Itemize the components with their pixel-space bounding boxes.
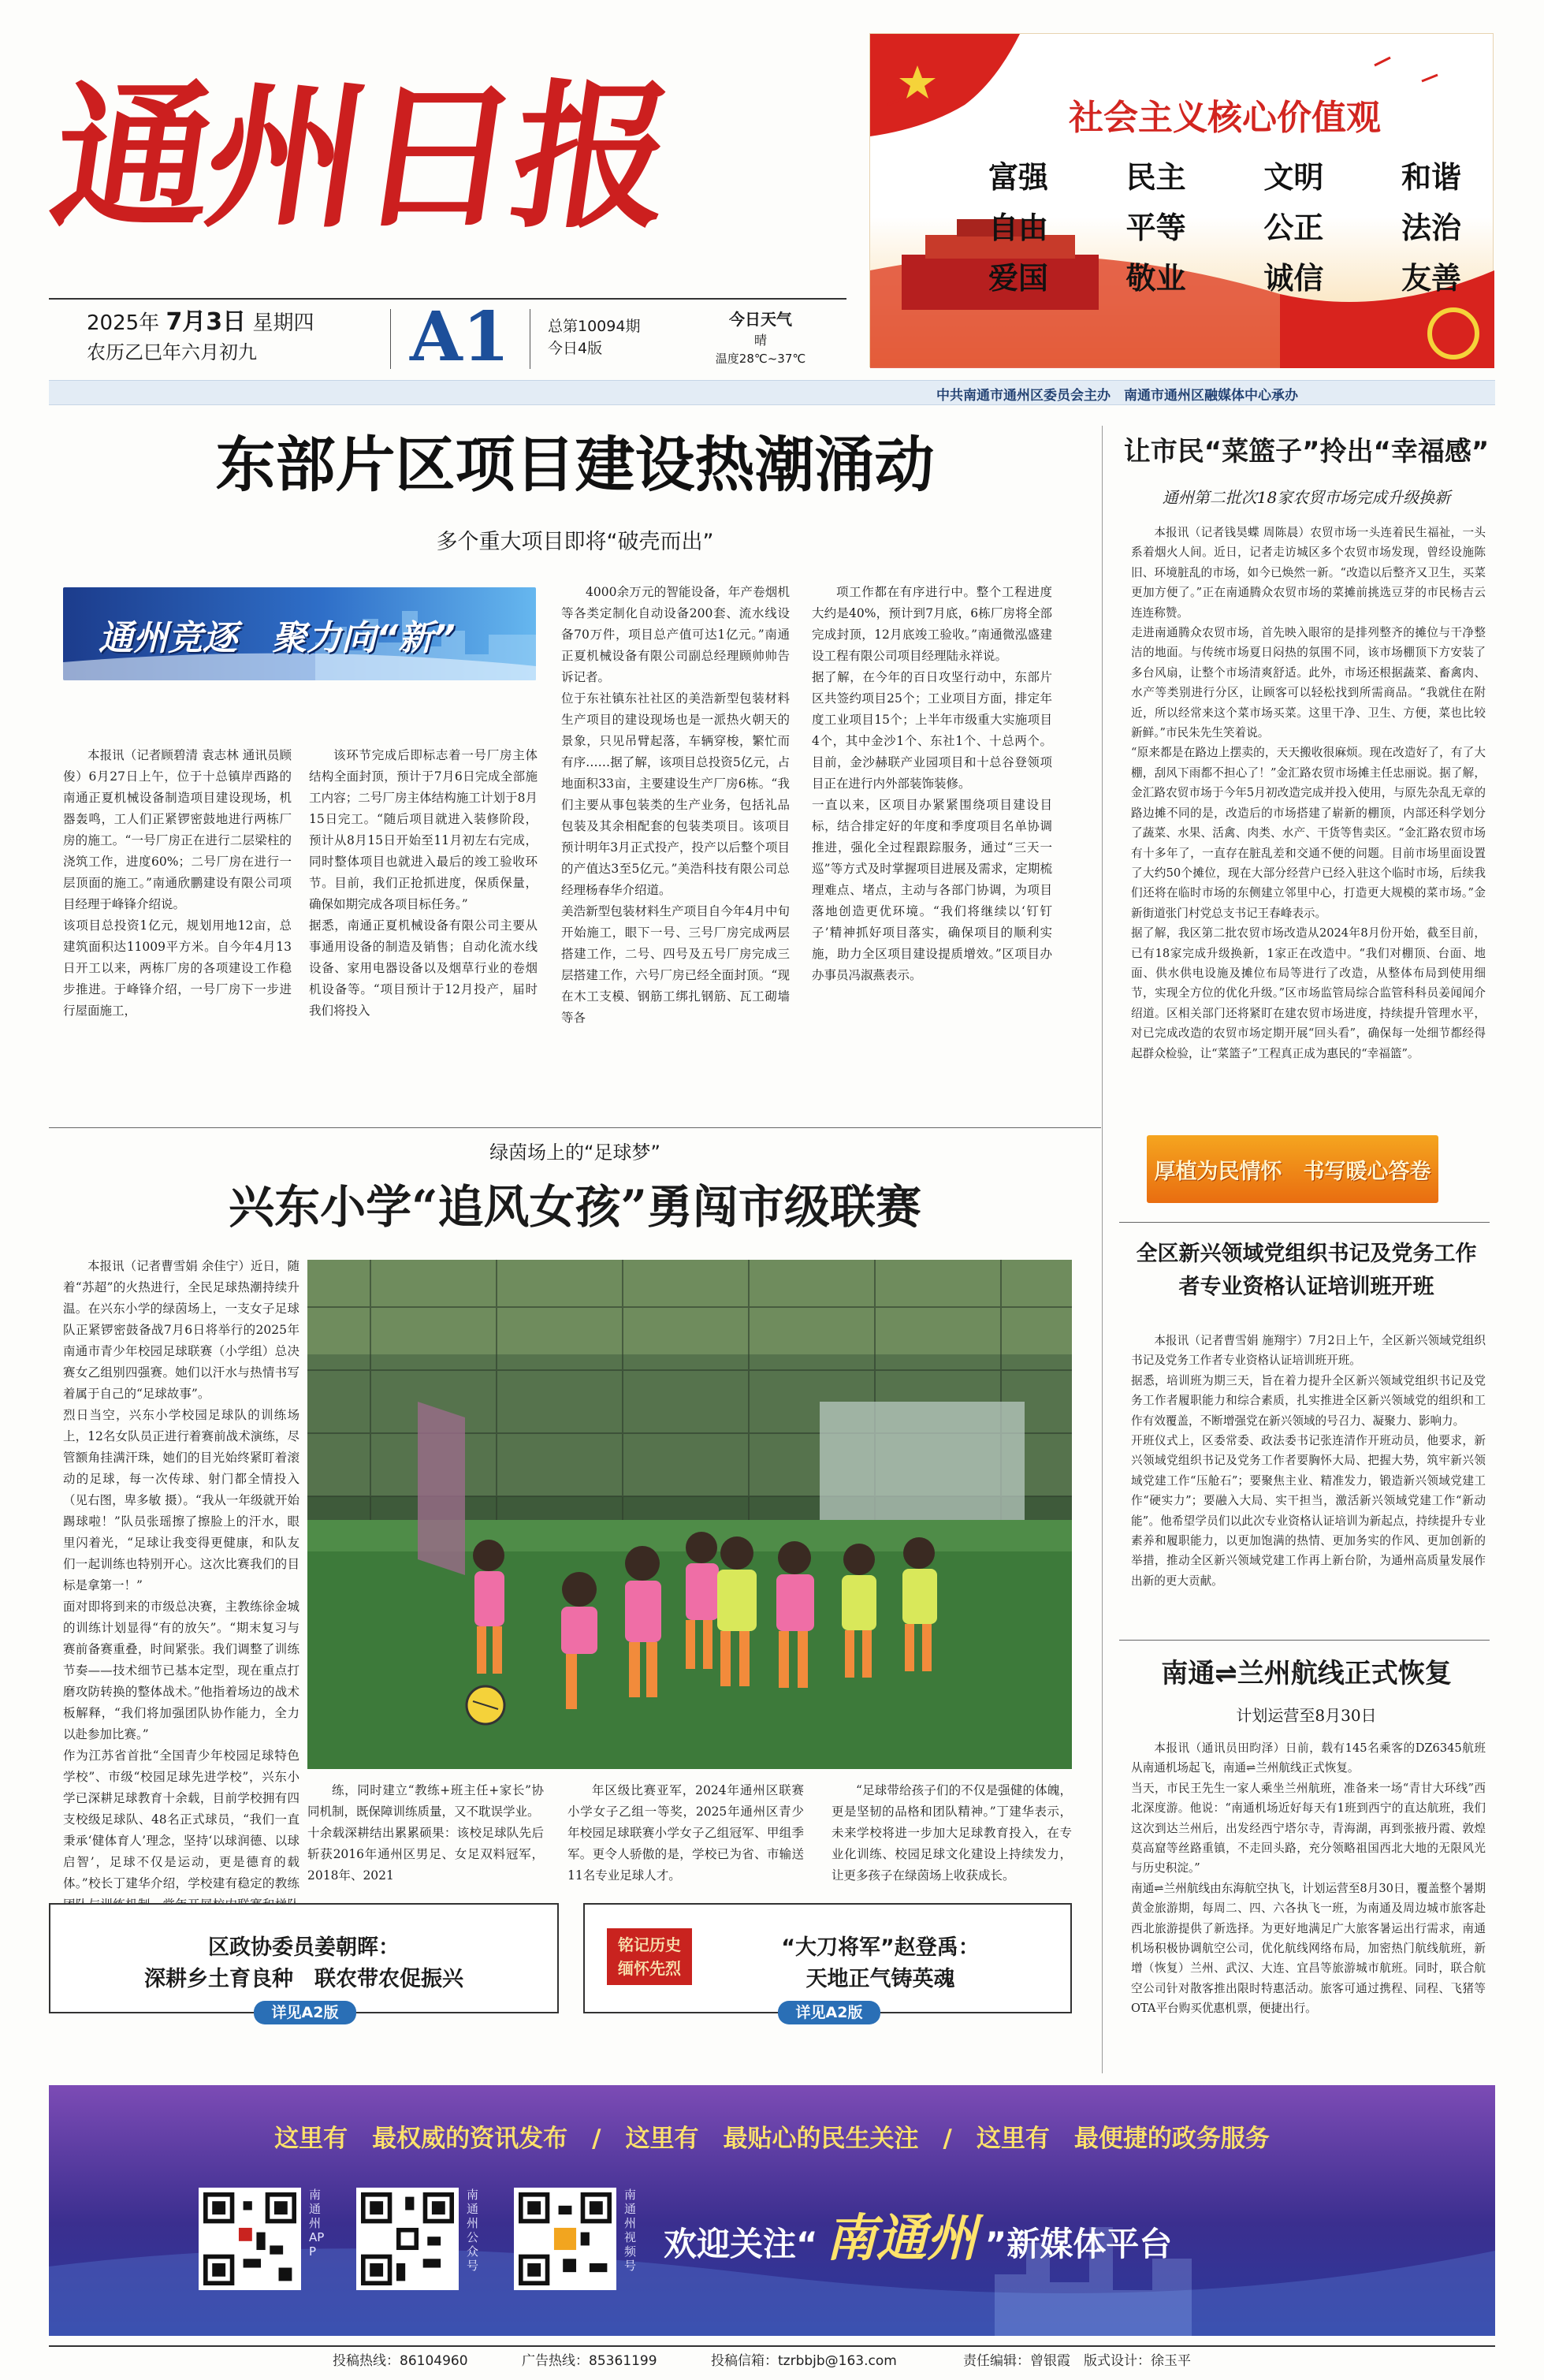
weekday: 星期四	[252, 311, 314, 335]
weather-condition: 晴	[753, 333, 767, 348]
value-item: 自由	[988, 210, 1049, 245]
new-media-promo	[49, 2085, 1495, 2336]
weather-temp: 温度28℃~37℃	[715, 352, 806, 366]
welcome-prefix: 欢迎关注“	[664, 2225, 818, 2263]
promo-slogan: 这里有 最权威的资讯发布 / 这里有 最贴心的民生关注 / 这里有 最便捷的政务服务	[274, 2125, 1270, 2153]
banner-text: 通州竞逐 聚力向“新”	[99, 618, 456, 658]
lunar-date: 农历乙巳年六月初九	[87, 341, 257, 363]
football-headline: 兴东小学“追风女孩”勇闯市级联赛	[229, 1180, 921, 1234]
party-headline: 全区新兴领域党组织书记及党务工作者专业资格认证培训班开班	[1136, 1242, 1477, 1299]
lead-headline: 东部片区项目建设热潮涌动	[215, 430, 935, 500]
qr-code-app[interactable]	[199, 2188, 301, 2290]
qr-label-official-account: 南通州公众号	[467, 2188, 479, 2273]
footer-email[interactable]: 投稿信箱：tzrbbjb@163.com	[711, 2353, 897, 2369]
remember-history-badge	[607, 1928, 692, 1985]
weather-title: 今日天气	[729, 310, 792, 329]
welcome-suffix: ”新媒体平台	[984, 2225, 1173, 2263]
lead-banner	[63, 587, 536, 680]
market-feature-banner	[1147, 1135, 1438, 1203]
flight-subhead: 计划运营至8月30日	[1236, 1706, 1377, 1725]
feature-banner-text: 厚植为民情怀 书写暖心答卷	[1154, 1160, 1431, 1184]
value-item: 富强	[988, 160, 1049, 195]
value-item: 公正	[1263, 210, 1324, 245]
flight-body: 本报讯（通讯员田昀泽）日前，载有145名乘客的DZ6345航班从南通机场起飞，南通⇌兰州航线正式恢复。 当天，市民王先生一家人乘坐兰州航班，准备来一场“青甘大环线”西北深度游。他说：“南通机场近好每天有1班到西宁的直达航班，我们这次到达兰州后，出发经西宁塔尔寺，青海湖，再到张掖丹霞、敦煌莫高窟等丝路重镇，不走回头路，充分领略祖国西北大地的无限风光与历史积淀。” 南通⇌兰州航线由东海航空执飞，计划运营至8月30日，覆盖整个暑期黄金旅游期，每周二、四、六各执飞一班，为南通及周边城市旅客赴西北旅游提供了新选择。为更好地满足广大旅客暑运出行需求，南通机场积极协调航空公司，优化航线网络布局，加密热门航线航班，新增（恢复）兰州、武汉、大连、宜昌等旅游城市航班。同时，联合航空公司针对散客推出限时特惠活动。旅客可通过携程、同程、飞猪等OTA平台购买优惠机票，便捷出行。	[1131, 1741, 1486, 2016]
market-headline: 让市民“菜篮子”拎出“幸福感”	[1123, 436, 1490, 467]
photo-graphic	[307, 1260, 1072, 1769]
value-item: 民主	[1125, 160, 1186, 195]
flight-headline: 南通⇌兰州航线正式恢复	[1161, 1658, 1452, 1689]
footer-editors: 责任编辑：曾银霞 版式设计：徐玉平	[963, 2353, 1191, 2369]
value-item: 友善	[1401, 261, 1461, 296]
teaser-title-line-1: 区政协委员姜朝晖：	[208, 1935, 400, 1960]
core-values-title: 社会主义核心价值观	[1069, 98, 1381, 138]
host-text: 中共南通市通州区委员会主办 南通市通州区融媒体中心承办	[936, 388, 1298, 404]
promo-welcome	[664, 2211, 1452, 2272]
football-col-2: 练，同时建立“教练+班主任+家长”协同机制，既保障训练质量，又不耽误学业。 十余载深耕结出累累硕果：该校足球队先后斩获2016年通州区男足、女足双料冠军，2018年、2021	[307, 1783, 544, 1883]
qr-label-video-channel: 南通州视频号	[624, 2188, 637, 2273]
footer-ad: 广告热线：85361199	[522, 2353, 657, 2369]
teaser-link[interactable]: 详见A2版	[778, 2001, 880, 2024]
football-kicker: 绿茵场上的“足球梦”	[489, 1142, 660, 1164]
value-item: 敬业	[1125, 261, 1186, 296]
teaser-title-line-2: 天地正气铸英魂	[805, 1967, 955, 1991]
footer-hotline: 投稿热线：86104960	[333, 2353, 468, 2369]
value-item: 文明	[1263, 160, 1324, 195]
footer-bar	[49, 2349, 1495, 2374]
market-body: 本报讯（记者钱昊蝶 周陈晨）农贸市场一头连着民生福祉，一头系着烟火人间。近日，记者走访城区多个农贸市场发现，曾经设施陈旧、环境脏乱的市场，如今已焕然一新。“改造以后整齐又卫生，买菜更加方便了。”正在南通腾众农贸市场的菜摊前挑选豆芽的市民杨吉云连连称赞。 走进南通腾众农贸市场，首先映入眼帘的是排列整齐的摊位与干净整洁的地面。与传统市场夏日闷热的氛围不同，该市场棚顶下方安装了多台风扇，让整个市场清爽舒适。此外，市场还根据蔬菜、畜禽肉、水产等类别进行分区，让顾客可以轻松找到所需商品。“我就住在附近，所以经常来这个菜市场买菜。这里干净、卫生、方便，菜也比较新鲜。”市民朱先生笑着说。 “原来都是在路边上摆卖的，天天搬收很麻烦。现在改造好了，有了大棚，刮风下雨都不担心了！”金汇路农贸市场摊主任忠丽说。据了解，金汇路农贸市场于今年5月初改造完成并投入使用，与原先杂乱无章的路边摊不同的是，改造后的市场搭建了崭新的棚顶，内部还科学划分了蔬菜、水果、活禽、肉类、水产、干货等售卖区。“金汇路农贸市场有十多年了，一直存在脏乱差和交通不便的问题。目前市场里面设置了大约50个摊位，现在大部分经营户已经入驻这个临时市场，后续我们还将在临时市场的东侧建立邻里中心，打造更大规模的菜市场。”金新街道张门村党总支书记王春峰表示。 据了解，我区第二批农贸市场改造从2024年8月份开始，截至目前，已有18家完成升级换新，1家正在改造中。“我们对棚顶、台面、地面、供水供电设施及摊位布局等进行了改造，从整体布局到使用细节，实现全方位的优化升级。”区市场监管局综合监管科科员姜闻闻介绍道。区相关部门还将紧盯在建农贸市场进度，持续提升管理水平，对已完成改造的农贸市场定期开展“回头看”，确保每一处细节都经得起群众检验，让“菜篮子”工程真正成为惠民的“幸福篮”。	[1131, 526, 1486, 1060]
lead-subhead: 多个重大项目即将“破壳而出”	[436, 530, 714, 554]
value-item: 法治	[1401, 210, 1461, 245]
badge-line-1: 铭记历史	[618, 1935, 681, 1954]
lead-col-3: 4000余万元的智能设备，年产卷烟机等各类定制化自动设备200套、流水线设备70万件，项目总产值可达1亿元。”南通正夏机械设备有限公司副总经理顾帅帅告诉记者。 位于东社镇东社社区的美浩新型包装材料生产项目的建设现场也是一派热火朝天的景象，只见吊臂起落，车辆穿梭，繁忙而有序……据了解，该项目总投资5亿元，占地面积33亩，主要建设生产厂房6栋。“我们主要从事包装类的生产业务，包括礼品包装及其余相配套的包装类项目。该项目预计明年3月正式投产，投产以后整个项目的产值达3至5亿元。”美浩科技有限公司总经理杨春华介绍道。 美浩新型包装材料生产项目自今年4月中旬开始施工，眼下一号、三号厂房完成两层搭建工作，二号、四号及五号厂房完成三层搭建工作，六号厂房已经全面封顶。“现在木工支模、钢筋工绑扎钢筋、瓦工砌墙等各	[561, 585, 790, 1025]
football-photo	[307, 1260, 1072, 1769]
issue-total: 总第10094期	[548, 318, 641, 335]
welcome-brand: 南通州	[825, 2210, 977, 2268]
teaser-title-line-1: “大刀将军”赵登禹：	[781, 1935, 980, 1960]
football-col-4: “足球带给孩子们的不仅是强健的体魄，更是坚韧的品格和团队精神。”丁建华表示，未来学校将进一步加大足球教育投入，在专业化训练、校园足球文化建设上持续发力，让更多孩子在绿茵场上收获成长。	[832, 1783, 1072, 1883]
value-item: 爱国	[988, 261, 1049, 296]
weather-block	[686, 307, 835, 367]
date-year: 2025年	[87, 311, 160, 335]
football-col-1: 本报讯（记者曹雪娟 余佳宁）近日，随着“苏超”的火热进行，全民足球热潮持续升温。在兴东小学的绿茵场上，一支女子足球队正紧锣密鼓备战7月6日将举行的2025年南通市青少年校园足球联赛（小学组）总决赛女乙组别四强赛。她们以汗水与热情书写着属于自己的“足球故事”。 烈日当空，兴东小学校园足球队的训练场上，12名女队员正进行着赛前战术演练，尽管额角挂满汗珠，她们的目光始终紧盯着滚动的足球，每一次传球、射门都全情投入（见右图，卑多敏 摄）。“我从一年级就开始踢球啦！”队员张瑶擦了擦脸上的汗水，眼里闪着光，“足球让我变得更健康，和队友们一起训练也特别开心。这次比赛我们的目标是拿第一！” 面对即将到来的市级总决赛，主教练徐金城的训练计划显得“有的放矢”。“期末复习与赛前备赛重叠，时间紧张。我们调整了训练节奏——技术细节已基本定型，现在重点打磨攻防转换的整体战术。”他指着场边的战术板解释，“我们将加强团队协作能力，全力以赴参加比赛。” 作为江苏省首批“全国青少年校园足球特色学校”、市级“校园足球先进学校”，兴东小学已深耕足球教育十余载，目前学校拥有四支校级足球队、48名正式球员，“我们一直秉承‘健体育人’理念，坚持‘以球润德、以球启智’，足球不仅是运动，更是德育的载体。”校长丁建华介绍，学校建有稳定的教练	[63, 1259, 299, 1890]
date-day: 7月3日	[166, 308, 247, 336]
teaser-box-2[interactable]	[583, 1903, 1072, 2021]
lead-col-2: 该环节完成后即标志着一号厂房主体结构全面封顶，预计于7月6日完成全部施工内容；二号厂房主体结构施工计划于8月15日完工。“随后项目就进入装修阶段，预计从8月15日开始至11月初左右完成，同时整体项目也就进入最后的竣工验收环节。目前，我们正抢抓进度，保质保量，确保如期完成各项目标任务。” 据悉，南通正夏机械设备有限公司主要从事通用设备的制造及销售；自动化流水线设备、家用电器设备以及烟草行业的卷烟机设备等。“项目预计于12月投产，届时我们将投入	[309, 748, 538, 1018]
teaser-link[interactable]: 详见A2版	[254, 2001, 356, 2024]
value-item: 诚信	[1263, 261, 1324, 296]
value-item: 和谐	[1401, 160, 1461, 195]
core-values-banner	[869, 33, 1494, 367]
newspaper-name: 通州日报	[42, 65, 680, 250]
core-values-grid	[988, 152, 1461, 304]
teaser-title-line-2: 深耕乡土育良种 联农带农促振兴	[144, 1967, 463, 1991]
host-bar	[49, 380, 1495, 405]
football-col-3: 年区级比赛亚军，2024年通州区联赛小学女子乙组一等奖，2025年通州区青少年校园足球联赛小学女子乙组冠军、甲组季军。更令人骄傲的是，学校已为省、市输送11名专业足球人才。	[567, 1783, 804, 1883]
lead-col-1: 本报讯（记者顾碧清 袁志林 通讯员顾俊）6月27日上午，位于十总镇岸西路的南通正夏机械设备制造项目建设现场，机器轰鸣，工人们正紧锣密鼓地进行两栋厂房的施工。“一号厂房正在进行二层梁柱的浇筑工作，进度60%；二号厂房在进行一层顶面的施工。”南通欣鹏建设有限公司项目经理于峰锋介绍说。 该项目总投资1亿元，规划用地12亩，总建筑面积达11009平方米。自今年4月13日开工以来，两栋厂房的各项建设工作稳步推进。于峰锋介绍，一号厂房下一步进行屋面施工，	[63, 748, 292, 1018]
value-item: 平等	[1125, 210, 1186, 245]
qr-code-official-account[interactable]	[356, 2188, 459, 2290]
badge-line-2: 缅怀先烈	[618, 1959, 681, 1978]
party-body: 本报讯（记者曹雪娟 施翔宇）7月2日上午，全区新兴领域党组织书记及党务工作者专业资格认证培训班开班。 据悉，培训班为期三天，旨在着力提升全区新兴领域党组织书记及党务工作者履职能力和综合素质，扎实推进全区新兴领域党的组织和工作有效覆盖，不断增强党在新兴领域的号召力、凝聚力、影响力。 开班仪式上，区委常委、政法委书记张连清作开班动员，他要求，新兴领域党组织书记及党务工作者要胸怀大局、把握大势，筑牢新兴领域党建工作“压舱石”；要聚焦主业、精准发力，锻造新兴领域党建工作“硬实力”；要融入大局、实干担当，激活新兴领域党建工作“新动能”。他希望学员们以此次专业资格认证培训为新起点，持续提升专业素养和履职能力，以更加饱满的热情、更加务实的作风、更加创新的举措，推动全区新兴领域党建工作再上新台阶，为通州高质量发展作出新的更大贡献。	[1131, 1334, 1486, 1588]
masthead-title	[42, 32, 788, 284]
lead-col-4: 项工作都在有序进行中。整个工程进度大约是40%，预计到7月底，6栋厂房将全部完成封顶，12月底竣工验收。”南通微泓盛建设工程有限公司项目经理陆永祥说。 据了解，在今年的百日攻坚行动中，东部片区共签约项目25个；工业项目方面，排定年度工业项目15个；上半年市级重大实施项目4个，其中金沙1个、东社1个、十总两个。目前，金沙赫联产业园项目和十总谷登领项目正在进行内外部装饰装修。 一直以来，区项目办紧紧围绕项目建设目标，结合排定好的年度和季度项目名单协调推进，强化全过程跟踪服务，通过“三天一巡”等方式及时掌握项目进展及需求，定期梳理难点、堵点，主动与各部门协调，为项目落地创造更优环境。“我们将继续以‘钉钉子’精神抓好项目落实，确保项目的顺利实施，助力全区项目建设提质增效。”区项目办办事员冯淑燕表示。	[812, 585, 1052, 982]
qr-code-video-channel[interactable]	[514, 2188, 616, 2290]
page-number: A1	[410, 297, 510, 377]
issue-pages: 今日4版	[548, 340, 603, 357]
teaser-box-1[interactable]	[49, 1903, 559, 2021]
issue-info	[548, 315, 674, 359]
qr-label-app: 南通州APP	[309, 2188, 325, 2259]
market-subhead: 通州第二批次18家农贸市场完成升级换新	[1162, 488, 1451, 507]
issue-date-block	[87, 307, 386, 371]
